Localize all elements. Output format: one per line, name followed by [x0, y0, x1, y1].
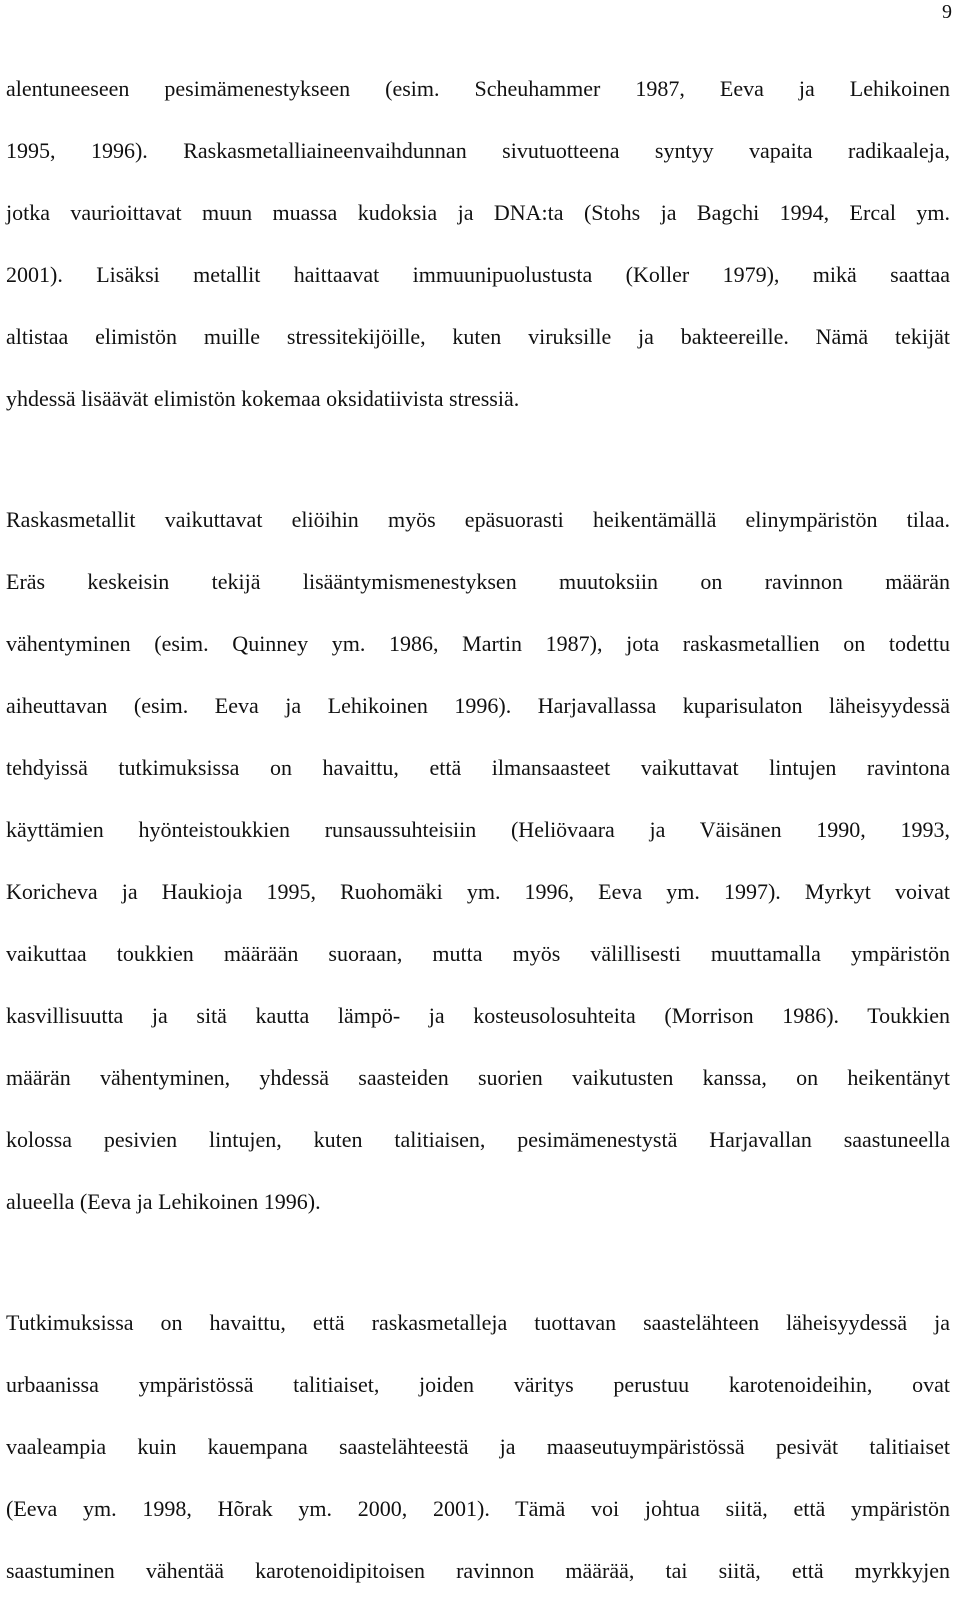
text-line: vaikuttaa toukkien määrään suoraan, mutta myös välillisesti muuttamalla ympäristön [6, 941, 950, 966]
text-line: jotka vaurioittavat muun muassa kudoksia ja DNA:ta (Stohs ja Bagchi 1994, Ercal ym. [6, 200, 950, 225]
paragraph-1 [6, 58, 950, 430]
text-line: Tutkimuksissa on havaittu, että raskasmetalleja tuottavan saastelähteen läheisyydessä ja [6, 1310, 950, 1335]
text-line: Koricheva ja Haukioja 1995, Ruohomäki ym. 1996, Eeva ym. 1997). Myrkyt voivat [6, 879, 950, 904]
text-line: tehdyissä tutkimuksissa on havaittu, että ilmansaasteet vaikuttavat lintujen ravintona [6, 755, 950, 780]
paragraph-gap [6, 430, 950, 489]
text-line: määrän vähentyminen, yhdessä saasteiden suorien vaikutusten kanssa, on heikentänyt [6, 1065, 950, 1090]
text-line: Eräs keskeisin tekijä lisääntymismenestyksen muutoksiin on ravinnon määrän [6, 569, 950, 594]
text-line: käyttämien hyönteistoukkien runsaussuhteisiin (Heliövaara ja Väisänen 1990, 1993, [6, 817, 950, 842]
text-line: (Eeva ym. 1998, Hõrak ym. 2000, 2001). Tämä voi johtua siitä, että ympäristön [6, 1496, 950, 1521]
paragraph-2 [6, 489, 950, 1233]
page-number: 9 [942, 1, 952, 23]
text-line: kolossa pesivien lintujen, kuten talitiaisen, pesimämenestystä Harjavallan saastuneella [6, 1127, 950, 1152]
text-line: alentuneeseen pesimämenestykseen (esim. Scheuhammer 1987, Eeva ja Lehikoinen [6, 76, 950, 101]
text-line: altistaa elimistön muille stressitekijöille, kuten viruksille ja bakteereille. Nämä tekijät [6, 324, 950, 349]
paragraph-3 [6, 1292, 950, 1602]
text-line: vaaleampia kuin kauempana saastelähteestä ja maaseutuympäristössä pesivät talitiaiset [6, 1434, 950, 1459]
text-line: saastuminen vähentää karotenoidipitoisen ravinnon määrää, tai siitä, että myrkkyjen [6, 1558, 950, 1583]
text-line: urbaanissa ympäristössä talitiaiset, joiden väritys perustuu karotenoideihin, ovat [6, 1372, 950, 1397]
text-line: kasvillisuutta ja sitä kautta lämpö- ja kosteusolosuhteita (Morrison 1986). Toukkien [6, 1003, 950, 1028]
text-line: aiheuttavan (esim. Eeva ja Lehikoinen 1996). Harjavallassa kuparisulaton läheisyydessä [6, 693, 950, 718]
text-line: vähentyminen (esim. Quinney ym. 1986, Martin 1987), jota raskasmetallien on todettu [6, 631, 950, 656]
text-line: alueella (Eeva ja Lehikoinen 1996). [6, 1189, 321, 1214]
text-line: Raskasmetallit vaikuttavat eliöihin myös epäsuorasti heikentämällä elinympäristön tilaa. [6, 507, 950, 532]
text-line: 1995, 1996). Raskasmetalliaineenvaihdunnan sivutuotteena syntyy vapaita radikaaleja, [6, 138, 950, 163]
text-line: 2001). Lisäksi metallit haittaavat immuunipuolustusta (Koller 1979), mikä saattaa [6, 262, 950, 287]
text-line: yhdessä lisäävät elimistön kokemaa oksidatiivista stressiä. [6, 386, 520, 411]
document-body [6, 58, 950, 1602]
paragraph-gap [6, 1233, 950, 1292]
